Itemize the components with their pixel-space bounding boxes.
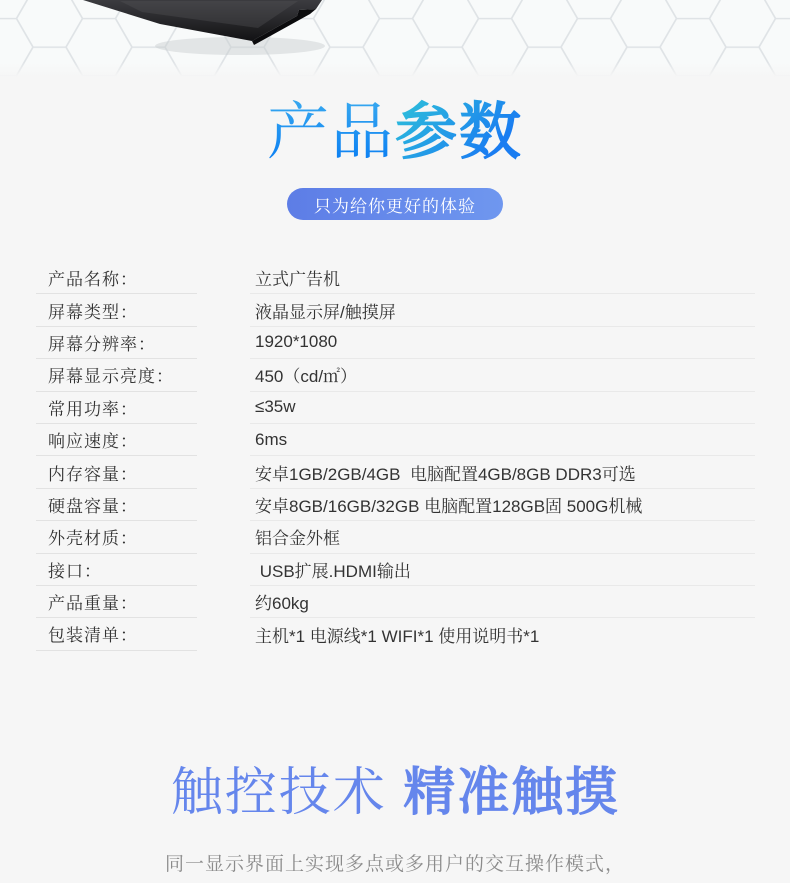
spec-label — [36, 262, 197, 294]
footer-heading-part1: 触控技术 — [170, 764, 404, 822]
spec-value — [250, 392, 755, 424]
spec-label — [36, 554, 197, 586]
page-title-part2: 参数 — [395, 98, 524, 167]
spec-label-text: 产品名称： — [48, 270, 138, 290]
spec-row-response-speed — [0, 424, 790, 456]
footer-heading — [0, 760, 790, 828]
spec-value-text: ≤35w — [255, 397, 296, 417]
spec-value — [250, 294, 755, 326]
spec-label — [36, 586, 197, 618]
spec-row-power — [0, 392, 790, 424]
spec-label-text: 产品重量： — [48, 594, 138, 614]
spec-value-text: 铝合金外框 — [255, 529, 340, 549]
spec-value-text: 安卓1GB/2GB/4GB 电脑配置4GB/8GB DDR3可选 — [255, 464, 636, 484]
spec-value — [250, 359, 755, 391]
spec-label — [36, 521, 197, 553]
spec-value-text: 安卓8GB/16GB/32GB 电脑配置128GB固 500G机械 — [255, 496, 643, 516]
spec-value-text: 立式广告机 — [255, 270, 340, 290]
spec-label-text: 屏幕类型： — [48, 302, 138, 322]
spec-value-text: 液晶显示屏/触摸屏 — [255, 302, 396, 322]
spec-label — [36, 327, 197, 359]
spec-value-text: 主机*1 电源线*1 WIFI*1 使用说明书*1 — [255, 626, 540, 646]
slogan-badge: 只为给你更好的体验 — [287, 188, 503, 220]
spec-row-screen-type — [0, 294, 790, 326]
spec-row-brightness — [0, 359, 790, 391]
spec-value-text: 约60kg — [255, 594, 309, 614]
spec-label — [36, 489, 197, 521]
spec-row-storage — [0, 489, 790, 521]
spec-row-resolution — [0, 327, 790, 359]
spec-value — [250, 262, 755, 294]
spec-label — [36, 359, 197, 391]
spec-label — [36, 424, 197, 456]
spec-row-product-name — [0, 262, 790, 294]
hexagon-pattern-graphic — [0, 0, 790, 77]
spec-value — [250, 618, 755, 650]
page-title-part1: 产品 — [266, 98, 395, 167]
spec-value — [250, 424, 755, 456]
spec-value — [250, 554, 755, 586]
spec-label — [36, 456, 197, 488]
spec-value-text: 6ms — [255, 429, 288, 449]
spec-value — [250, 327, 755, 359]
hexagon-banner — [0, 0, 790, 77]
spec-label-text: 屏幕显示亮度： — [48, 367, 174, 387]
spec-value — [250, 521, 755, 553]
spec-value-text: USB扩展.HDMI输出 — [255, 561, 411, 581]
spec-label — [36, 392, 197, 424]
spec-row-memory — [0, 456, 790, 488]
spec-label-text: 内存容量： — [48, 464, 138, 484]
spec-label-text: 响应速度： — [48, 432, 138, 452]
badge-row — [0, 188, 790, 220]
footer-subtitle: 同一显示界面上实现多点或多用户的交互操作模式， — [164, 854, 625, 875]
spec-row-package-list — [0, 618, 790, 650]
spec-value-text: 450（cd/㎡） — [255, 367, 358, 387]
spec-label-text: 外壳材质： — [48, 529, 138, 549]
spec-row-ports — [0, 554, 790, 586]
spec-label-text: 包装清单： — [48, 626, 138, 646]
spec-table — [0, 262, 790, 651]
spec-value — [250, 586, 755, 618]
spec-row-weight — [0, 586, 790, 618]
spec-label-text: 屏幕分辨率： — [48, 334, 156, 354]
spec-label — [36, 618, 197, 650]
spec-label — [36, 294, 197, 326]
spec-label-text: 硬盘容量： — [48, 496, 138, 516]
footer-heading-part2: 精准触摸 — [403, 764, 620, 822]
spec-value — [250, 489, 755, 521]
spec-value — [250, 456, 755, 488]
spec-value-text: 1920*1080 — [255, 332, 338, 352]
page-title — [0, 96, 790, 170]
spec-row-shell-material — [0, 521, 790, 553]
spec-label-text: 接口： — [48, 561, 102, 581]
spec-label-text: 常用功率： — [48, 399, 138, 419]
